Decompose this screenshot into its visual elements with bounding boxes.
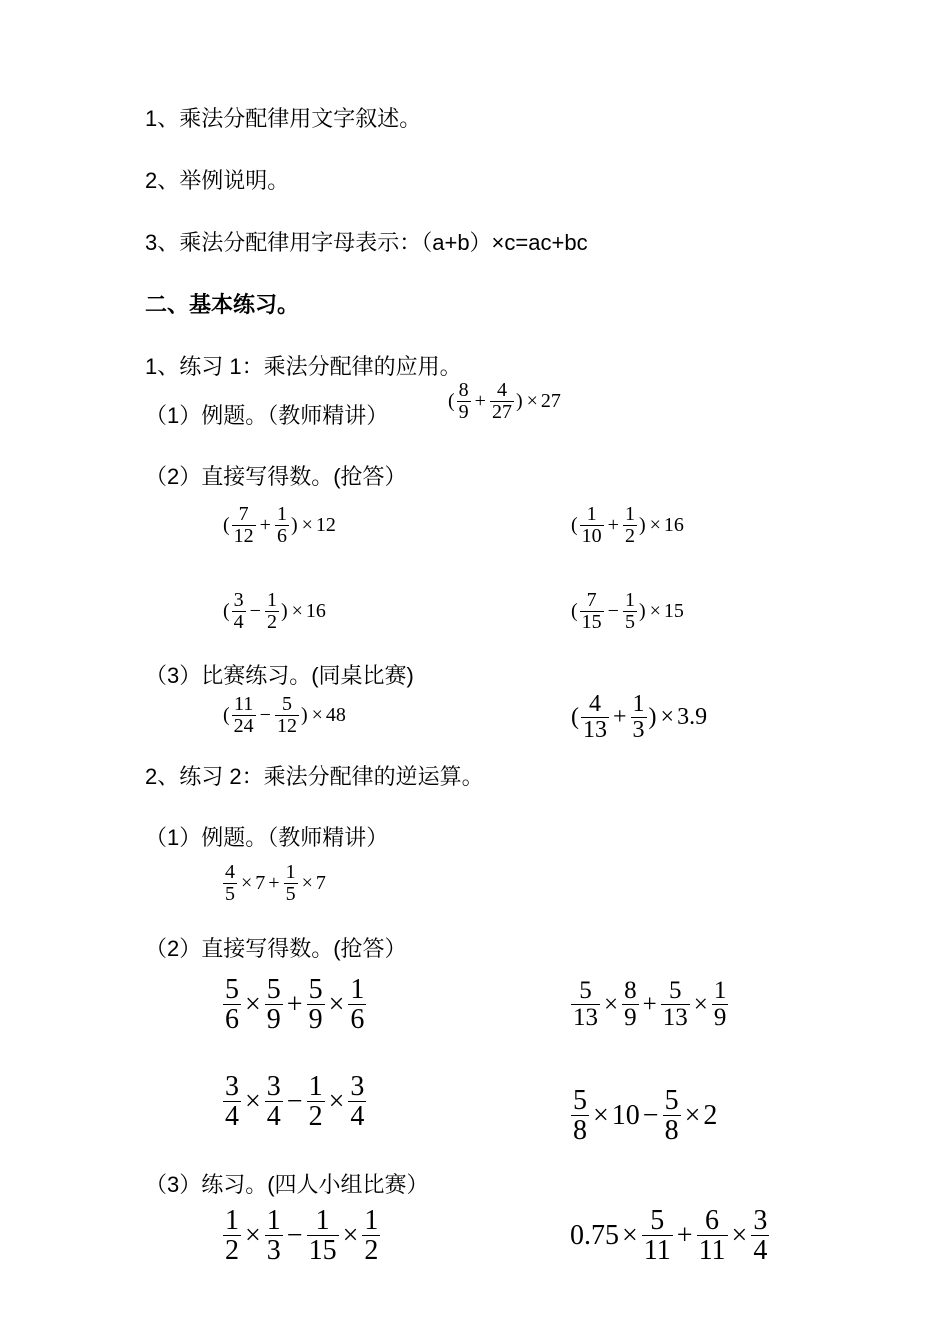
exercise1-title: 1、练习 1：乘法分配律的应用。 [145, 354, 462, 379]
exercise1-direct-expr-4: ( $\frac{7}{15}$ − $\frac{1}{5}$ ) × 15 [571, 589, 684, 633]
exercise2-direct-expr-2: $\frac{5}{13}$ × $\frac{8}{9}$ + $\frac{5}{13}$ × $\frac{1}{9}$ [573, 977, 727, 1032]
exercise2-group-expr-2: 0.75 × $\frac{5}{11}$ + $\frac{6}{11}$ × $\frac{3}{4}$ [570, 1205, 768, 1267]
exercise2-direct-expr-4: $\frac{5}{8}$ × 10 − $\frac{5}{8}$ × 2 [573, 1085, 718, 1147]
fraction: $\frac{1}{5}$ [285, 861, 296, 905]
fraction: $\frac{8}{9}$ [624, 977, 637, 1032]
fraction: $\frac{11}{24}$ [233, 693, 254, 737]
exercise1-direct-expr-3: ( $\frac{3}{4}$ − $\frac{1}{2}$ ) × 16 [223, 589, 326, 633]
fraction: $\frac{1}{2}$ [225, 1205, 239, 1267]
fraction: $\frac{3}{4}$ [266, 1071, 281, 1133]
fraction: $\frac{1}{3}$ [632, 691, 645, 744]
rule-text-item: 1、乘法分配律用文字叙述。 [145, 106, 422, 131]
rule-example-item: 2、举例说明。 [145, 168, 290, 193]
fraction: $\frac{1}{5}$ [624, 589, 635, 633]
fraction: $\frac{3}{4}$ [225, 1071, 239, 1133]
fraction: $\frac{1}{10}$ [581, 503, 602, 547]
fraction: $\frac{5}{8}$ [573, 1085, 587, 1147]
fraction: $\frac{5}{9}$ [266, 974, 281, 1036]
fraction: $\frac{3}{4}$ [753, 1205, 768, 1267]
exercise2-direct-label: （2）直接写得数。(抢答） [145, 936, 407, 961]
fraction: $\frac{6}{11}$ [698, 1205, 726, 1267]
fraction: $\frac{8}{9}$ [458, 379, 469, 423]
fraction: $\frac{7}{15}$ [581, 589, 602, 633]
fraction: $\frac{1}{6}$ [276, 503, 287, 547]
fraction: $\frac{3}{4}$ [233, 589, 244, 633]
fraction: $\frac{1}{6}$ [350, 974, 365, 1036]
fraction: $\frac{4}{13}$ [583, 691, 607, 744]
fraction: $\frac{5}{13}$ [662, 977, 688, 1032]
fraction: $\frac{1}{2}$ [624, 503, 635, 547]
fraction: $\frac{4}{5}$ [225, 861, 235, 905]
fraction: $\frac{3}{4}$ [350, 1071, 365, 1133]
exercise2-direct-expr-3: $\frac{3}{4}$ × $\frac{3}{4}$ − $\frac{1}{2}$ × $\frac{3}{4}$ [225, 1071, 365, 1133]
exercise1-direct-expr-1: ( $\frac{7}{12}$ + $\frac{1}{6}$ ) × 12 [223, 503, 336, 547]
fraction: $\frac{5}{12}$ [276, 693, 297, 737]
fraction: $\frac{5}{6}$ [225, 974, 239, 1036]
fraction: $\frac{4}{27}$ [491, 379, 512, 423]
fraction: $\frac{1}{9}$ [713, 977, 727, 1032]
fraction: $\frac{5}{13}$ [573, 977, 598, 1032]
exercise1-direct-expr-2: ( $\frac{1}{10}$ + $\frac{1}{2}$ ) × 16 [571, 503, 684, 547]
rule-formula-item: 3、乘法分配律用字母表示：（a+b）×c=ac+bc [145, 230, 588, 255]
exercise2-example-label: （1）例题。（教师精讲） [145, 825, 389, 850]
exercise2-group-label: （3）练习。(四人小组比赛） [145, 1172, 429, 1197]
exercise1-example-expr: ( $\frac{8}{9}$ + $\frac{4}{27}$ ) × 27 [448, 379, 561, 423]
fraction: $\frac{1}{15}$ [308, 1205, 337, 1267]
fraction: $\frac{1}{2}$ [308, 1071, 323, 1133]
fraction: $\frac{5}{9}$ [308, 974, 323, 1036]
exercise2-example-expr: $\frac{4}{5}$ × 7 + $\frac{1}{5}$ × 7 [225, 861, 326, 905]
fraction: $\frac{1}{2}$ [364, 1205, 379, 1267]
exercise1-example-label: （1）例题。（教师精讲） [145, 403, 389, 428]
exercise1-direct-label: （2）直接写得数。(抢答） [145, 464, 407, 489]
fraction: $\frac{1}{2}$ [266, 589, 277, 633]
section-heading-basic-practice: 二、基本练习。 [145, 292, 300, 317]
exercise2-title: 2、练习 2：乘法分配律的逆运算。 [145, 764, 484, 789]
exercise1-contest-expr-1: ( $\frac{11}{24}$ − $\frac{5}{12}$ ) × 48 [223, 693, 346, 737]
exercise2-group-expr-1: $\frac{1}{2}$ × $\frac{1}{3}$ − $\frac{1}{15}$ × $\frac{1}{2}$ [225, 1205, 379, 1267]
exercise1-contest-label: （3）比赛练习。(同桌比赛) [145, 663, 414, 688]
fraction: $\frac{5}{11}$ [643, 1205, 671, 1267]
exercise2-direct-expr-1: $\frac{5}{6}$ × $\frac{5}{9}$ + $\frac{5}{9}$ × $\frac{1}{6}$ [225, 974, 365, 1036]
fraction: $\frac{1}{3}$ [266, 1205, 281, 1267]
fraction: $\frac{5}{8}$ [664, 1085, 679, 1147]
exercise1-contest-expr-2: ( $\frac{4}{13}$ + $\frac{1}{3}$ ) × 3.9 [571, 691, 708, 744]
fraction: $\frac{7}{12}$ [233, 503, 254, 547]
